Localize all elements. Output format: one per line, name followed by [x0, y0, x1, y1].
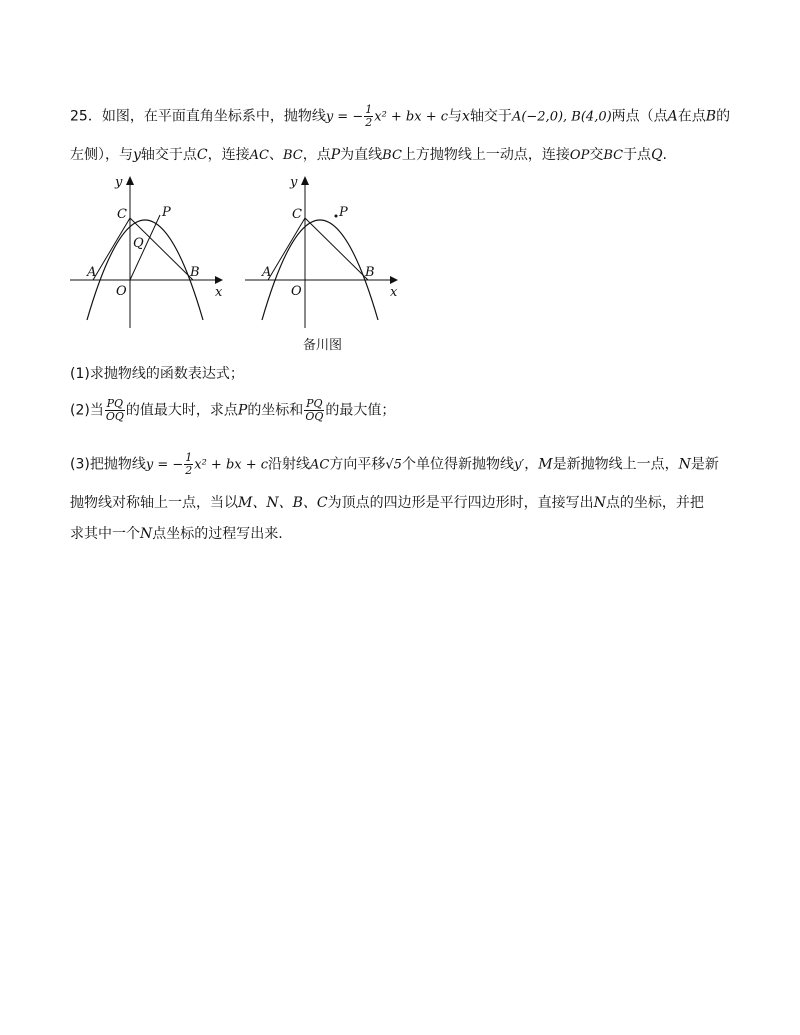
y-axis-arrow: [126, 176, 134, 185]
problem-text: 为直线: [340, 147, 383, 163]
problem-text: 轴交于: [469, 108, 512, 125]
var-n: N: [678, 456, 691, 473]
var-p: P: [237, 402, 248, 419]
label-a: A: [262, 265, 272, 280]
figure-right: [240, 170, 405, 339]
question-2-text: 的坐标和: [247, 402, 304, 419]
formula: x² + bx + c: [374, 109, 449, 125]
period: .: [662, 147, 667, 163]
figure-caption: 备川图: [303, 338, 343, 353]
var-y-prime: y′: [513, 457, 525, 473]
question-3-text: 点的坐标，并把: [605, 495, 704, 511]
y-axis-arrow: [301, 176, 309, 185]
var-b: B: [705, 108, 717, 125]
segment-ac-line: [268, 218, 305, 280]
problem-text: 如图，在平面直角坐标系中，抛物线: [101, 108, 326, 125]
sqrt-5: √5: [385, 457, 402, 473]
problem-text: 左侧），与: [70, 147, 133, 163]
figure-left: [65, 170, 225, 339]
segment-ac-line: [93, 218, 130, 280]
problem-text: 交: [589, 147, 604, 163]
var-x: x: [462, 108, 470, 125]
x-axis-arrow: [390, 276, 398, 284]
fraction-pq-oq: $\frac{PQ}{OQ}$: [105, 397, 124, 423]
question-1: [70, 363, 244, 383]
problem-line-1: [70, 104, 730, 129]
label-b: B: [190, 265, 200, 280]
problem-text: 与: [448, 108, 463, 125]
segment-ac: AC: [249, 148, 269, 163]
var-a: A: [667, 108, 678, 125]
var-n: N: [140, 526, 153, 542]
question-3-text: 为顶点的四边形是平行四边形时，直接写出: [327, 495, 594, 511]
question-3-text: 点坐标的过程写出来.: [152, 526, 283, 542]
var-y: y: [133, 147, 141, 163]
label-o: O: [116, 284, 127, 299]
question-2-text: 的最大值；: [325, 402, 396, 419]
problem-text: 轴交于点: [140, 147, 197, 163]
var-c: C: [196, 147, 208, 163]
segment-op: OP: [569, 148, 590, 163]
vertices-mnbc: M、N、B、C: [238, 495, 328, 511]
ray-ac: AC: [310, 457, 330, 473]
label-y: y: [115, 175, 123, 190]
label-b: B: [365, 265, 375, 280]
figure-left-svg: [65, 170, 225, 335]
var-n: N: [593, 495, 606, 511]
question-2: [70, 398, 395, 423]
question-2-prefix: (2)当: [70, 402, 104, 419]
problem-text: 的: [716, 108, 731, 125]
parabola: [262, 220, 378, 320]
question-3-text: 是新: [690, 456, 719, 473]
question-1-text: (1)求抛物线的函数表达式；: [70, 366, 244, 382]
segment-bc: BC: [382, 148, 402, 163]
var-p: P: [330, 147, 341, 163]
label-c: C: [117, 207, 127, 222]
segment-bc: BC: [282, 148, 303, 163]
question-3-line-3: [70, 523, 283, 543]
question-3-text: 方向平移: [329, 456, 386, 473]
question-3-text: 求其中一个: [70, 526, 140, 542]
label-p: P: [339, 205, 348, 220]
label-o: O: [291, 284, 302, 299]
var-q: Q: [651, 147, 663, 163]
var-m: M: [538, 456, 553, 473]
problem-line-2: [70, 144, 667, 164]
formula: y = −: [325, 109, 364, 125]
problem-text: 两点（点: [611, 108, 668, 125]
parabola: [87, 220, 203, 320]
separator: 、: [268, 147, 283, 163]
label-q: Q: [133, 236, 144, 251]
figure-right-svg: [240, 170, 405, 335]
problem-text: 上方抛物线上一动点，连接: [401, 147, 570, 163]
problem-text: 在点: [677, 108, 706, 125]
problem-text: ，点: [302, 147, 331, 163]
label-x: x: [390, 285, 398, 300]
label-y: y: [290, 175, 298, 190]
segment-bc-line: [305, 218, 368, 280]
label-p: P: [162, 205, 171, 220]
fraction-pq-oq: $\frac{PQ}{OQ}$: [305, 397, 324, 423]
fraction: $\frac{1}{2}$: [185, 451, 193, 477]
formula: y = −: [145, 457, 184, 473]
question-2-text: 的值最大时，求点: [125, 402, 238, 419]
x-axis-arrow: [215, 276, 223, 284]
segment-bc: BC: [603, 148, 624, 163]
question-3-text: 抛物线对称轴上一点，当以: [70, 495, 238, 511]
comma: ，: [524, 456, 539, 473]
point-p: [335, 215, 338, 218]
problem-number: 25．: [70, 108, 102, 125]
points-ab: A(−2,0), B(4,0): [511, 109, 612, 125]
question-3-line-1: [70, 452, 719, 477]
fraction: $\frac{1}{2}$: [365, 103, 373, 129]
question-3-text: 是新抛物线上一点，: [552, 456, 679, 473]
problem-text: ，连接: [207, 147, 250, 163]
question-3-line-2: [70, 492, 704, 512]
question-3-text: 沿射线: [268, 456, 311, 473]
label-x: x: [215, 285, 223, 300]
problem-text: 于点: [623, 147, 652, 163]
question-3-prefix: (3)把抛物线: [70, 456, 146, 473]
question-3-text: 个单位得新抛物线: [401, 456, 514, 473]
label-a: A: [87, 265, 97, 280]
label-c: C: [292, 207, 302, 222]
formula: x² + bx + c: [194, 457, 269, 473]
